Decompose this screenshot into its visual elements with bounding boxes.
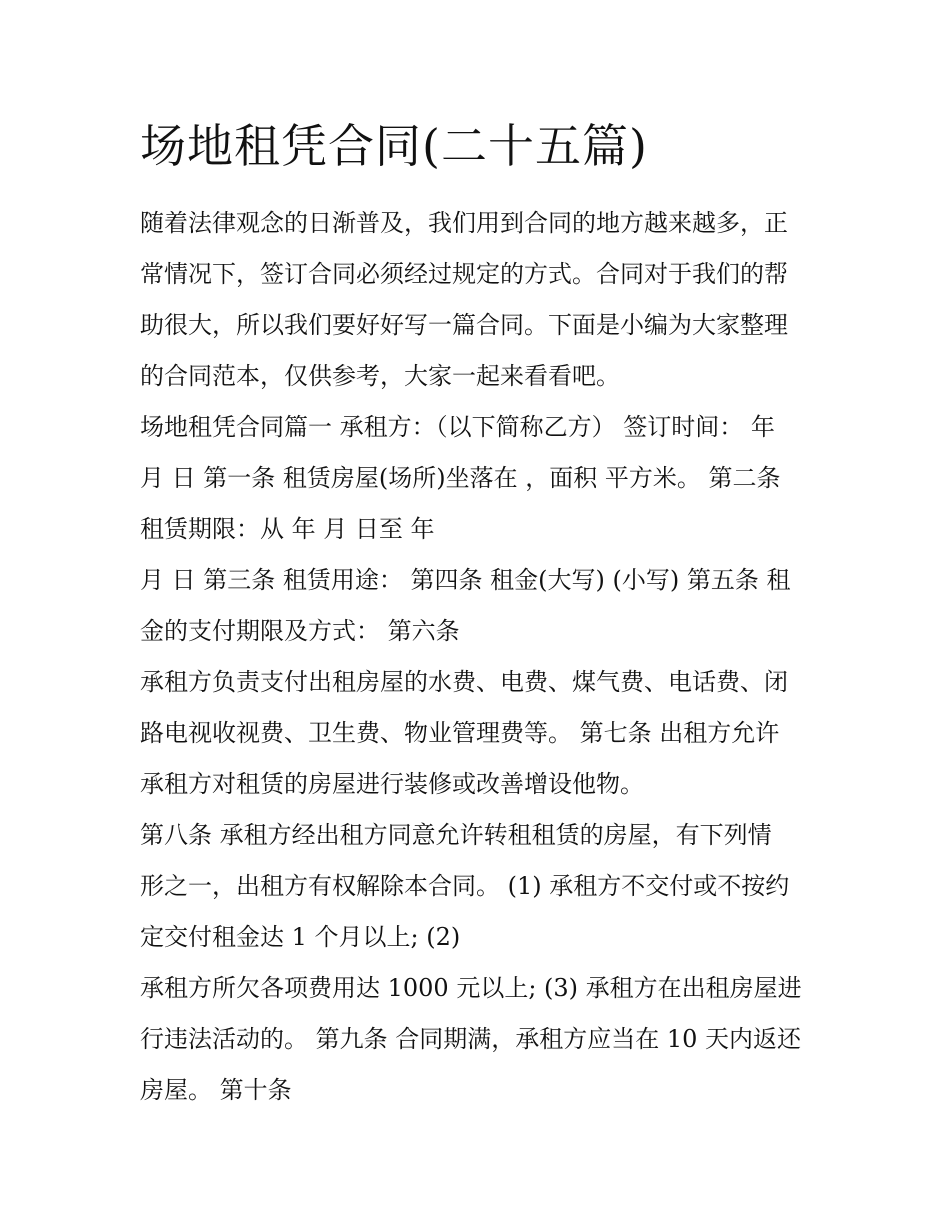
text-line: 承租方负责支付出租房屋的水费、电费、煤气费、电话费、闭 [140, 668, 788, 696]
text-line: 金的支付期限及方式： 第六条 [140, 617, 460, 645]
text-line: 随着法律观念的日渐普及，我们用到合同的地方越来越多，正 [140, 209, 788, 237]
document-body [140, 198, 830, 1116]
text-line: 路电视收视费、卫生费、物业管理费等。 第七条 出租方允许 [140, 719, 780, 747]
text-line: 场地租凭合同篇一 承租方：（以下简称乙方） 签订时间： 年 [140, 413, 775, 441]
text-line: 行违法活动的。 第九条 合同期满，承租方应当在 10 天内返还 [140, 1025, 802, 1053]
text-line: 定交付租金达 1 个月以上; (2) [140, 923, 461, 951]
text-line: 助很大，所以我们要好好写一篇合同。下面是小编为大家整理 [140, 311, 788, 339]
text-line: 租赁期限：从 年 月 日至 年 [140, 515, 435, 543]
text-line: 月 日 第三条 租赁用途： 第四条 租金(大写) (小写) 第五条 租 [140, 566, 791, 594]
text-line: 形之一，出租方有权解除本合同。 (1) 承租方不交付或不按约 [140, 872, 790, 900]
text-line: 承租方对租赁的房屋进行装修或改善增设他物。 [140, 770, 644, 798]
text-line: 第八条 承租方经出租方同意允许转租租赁的房屋，有下列情 [140, 821, 772, 849]
text-line: 月 日 第一条 租赁房屋(场所)坐落在 ，面积 平方米。 第二条 [140, 464, 781, 492]
text-line: 常情况下，签订合同必须经过规定的方式。合同对于我们的帮 [140, 260, 788, 288]
document-title: 场地租凭合同(二十五篇) [140, 119, 648, 173]
text-line: 的合同范本，仅供参考，大家一起来看看吧。 [140, 362, 620, 390]
text-line: 承租方所欠各项费用达 1000 元以上; (3) 承租方在出租房屋进 [140, 974, 802, 1002]
text-line: 房屋。 第十条 [140, 1076, 292, 1104]
